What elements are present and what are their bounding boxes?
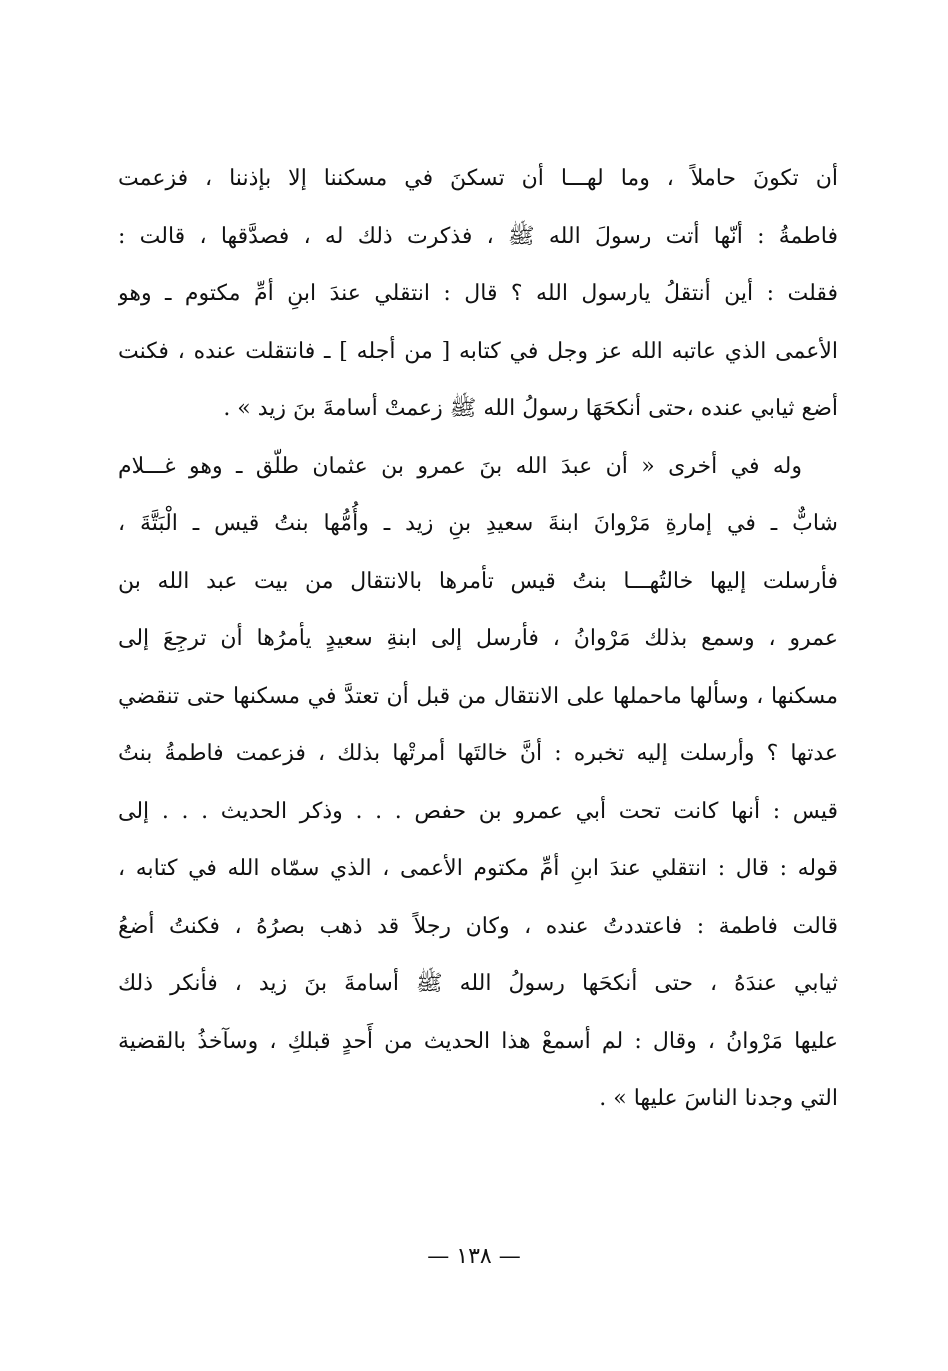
body-text: [118, 150, 838, 1128]
page-number: — ١٣٨ —: [427, 1244, 521, 1269]
text-line: أن تكونَ حاملاً ، وما لهـــا أن تسكنَ في مسكننا إلا بإذننا ، فزعمت: [118, 166, 838, 191]
text-line: الأعمى الذي عاتبه الله عز وجل في كتابه [ من أجله ] ـ فانتقلت عنده ، فكنت: [118, 338, 838, 364]
text-line: عمرو ، وسمع بذلك مَرْوانُ ، فأرسل إلى ابنةِ سعيدٍ يأمرُها أن ترجِعَ إلى: [118, 626, 838, 651]
text-line: ثيابي عندَهُ ، حتى أنكحَها رسولُ الله ﷺ أسامةَ بنَ زيد ، فأنكر ذلك: [118, 971, 838, 996]
text-line: وله في أخرى « أن عبدَ الله بنَ عمرو بن عثمان طلّق ـ وهو غـــلام: [118, 453, 802, 479]
text-line: شابٌّ ـ في إمارةِ مَرْوانَ ابنةَ سعيدِ بنِ زيد ـ وأُمُّها بنتُ قيس ـ الْبَتَّةَ ،: [118, 511, 838, 536]
text-line: قيس : أنها كانت تحت أبي عمرو بن حفص . . . وذكر الحديث . . . إلى: [118, 798, 838, 824]
text-line: عليها مَرْوانُ ، وقال : لم أسمعْ هذا الحديث من أَحدٍ قبلكِ ، وسآخذُ بالقضية: [118, 1028, 838, 1054]
text-line: قالت فاطمة : فاعتددتُ عنده ، وكان رجلاً قد ذهب بصرُهُ ، فكنتُ أضعُ: [118, 913, 838, 939]
text-line: مسكنها ، وسألها ماحملها على الانتقال من قبل أن تعتدَّ في مسكنها حتى تنقضي: [118, 683, 838, 709]
text-line: فقلت : أين أنتقلُ يارسول الله ؟ قال : انتقلي عندَ ابنِ أمِّ مكتوم ـ وهو: [118, 281, 838, 306]
text-line: التي وجدنا الناسَ عليها » .: [599, 1086, 838, 1111]
text-line: أضع ثيابي عنده ،حتى أنكحَهَا رسولُ الله ﷺ زعمتْ أسامةَ بنَ زيد » .: [223, 396, 838, 421]
text-line: فأرسلت إليها خالتُهـــا بنتُ قيس تأمرها بالانتقال من بيت عبد الله بن: [118, 568, 838, 594]
text-line: عدتها ؟ وأرسلت إليه تخبره : أنَّ خالتَها أمرتْها بذلك ، فزعمت فاطمةُ بنتُ: [118, 741, 838, 766]
text-line: فاطمةُ : أنّها أتت رسولَ الله ﷺ ، فذكرت ذلك له ، فصدَّقها ، قالت :: [118, 223, 838, 249]
text-line: قوله : قال : انتقلي عندَ ابنِ أمِّ مكتوم الأعمى ، الذي سمّاه الله في كتابه ،: [118, 856, 838, 881]
